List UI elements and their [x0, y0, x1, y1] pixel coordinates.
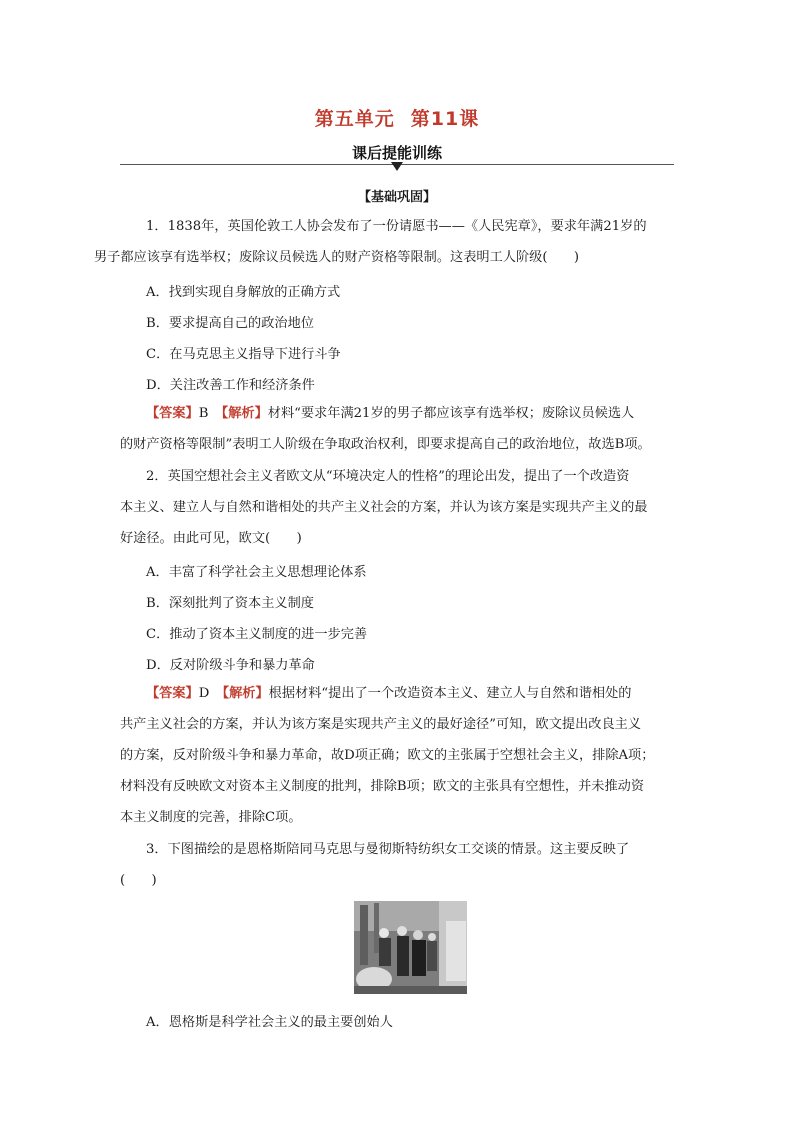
- section-heading: 【基础巩固】: [357, 190, 436, 205]
- answer-tag: 【答案】: [146, 406, 199, 421]
- analysis-text: 材料没有反映欧文对资本主义制度的批判，排除B项；欧文的主张具有空想性，并未推动资: [120, 779, 644, 794]
- option: B．要求提高自己的政治地位: [146, 316, 314, 331]
- answer-line: [120, 398, 674, 429]
- down-arrow-icon: [391, 162, 403, 171]
- page-title: [0, 104, 794, 131]
- question-1-stem: [94, 211, 674, 273]
- option: C．推动了资本主义制度的进一步完善: [146, 627, 368, 642]
- question-line: 男子都应该享有选举权；废除议员候选人的财产资格等限制。这表明工人阶级( ): [94, 250, 580, 265]
- question-1-answer: [120, 398, 674, 460]
- analysis-text: 材料“要求年满21岁的男子都应该享有选举权；废除议员候选人: [267, 406, 635, 421]
- analysis-text: 的财产资格等限制”表明工人阶级在争取政治权利，即要求提高自己的政治地位，故选B项。: [120, 437, 651, 452]
- answer-value: B: [198, 406, 209, 421]
- unit-label: 第五单元: [314, 108, 395, 130]
- option: D．关注改善工作和经济条件: [146, 378, 315, 393]
- answer-tag: 【答案】: [146, 686, 199, 701]
- option: D．反对阶级斗争和暴力革命: [146, 658, 315, 673]
- analysis-text: 的方案，反对阶级斗争和暴力革命，故D项正确；欧文的主张属于空想社会主义，排除A项；: [120, 748, 655, 763]
- option: A．恩格斯是科学社会主义的最主要创始人: [146, 1015, 393, 1030]
- question-3-stem: [120, 834, 674, 896]
- analysis-text: 根据材料“提出了一个改造资本主义、建立人与自然和谐相处的: [268, 686, 632, 701]
- historical-illustration: [354, 901, 467, 994]
- question-line: 3．下图描绘的是恩格斯陪同马克思与曼彻斯特纺织女工交谈的情景。这主要反映了: [146, 842, 630, 857]
- page-subtitle: 课后提能训练: [351, 144, 442, 162]
- illustration-graphic: [354, 901, 467, 994]
- question-2-answer: [120, 678, 674, 833]
- question-2-stem: [120, 461, 674, 554]
- analysis-text: 本主义制度的完善，排除C项。: [120, 810, 302, 825]
- option: A．找到实现自身解放的正确方式: [146, 285, 341, 300]
- question-line: 本主义、建立人与自然和谐相处的共产主义社会的方案，并认为该方案是实现共产主义的最: [120, 500, 648, 515]
- option: C．在马克思主义指导下进行斗争: [146, 347, 341, 362]
- answer-value: D: [198, 686, 210, 701]
- lesson-label: 第11课: [410, 108, 480, 130]
- option: A．丰富了科学社会主义思想理论体系: [146, 565, 367, 580]
- analysis-tag: 【解析】: [222, 686, 269, 701]
- question-line: 好途径。由此可见，欧文( ): [120, 531, 302, 546]
- question-line: ( ): [120, 873, 157, 888]
- analysis-tag: 【解析】: [221, 406, 268, 421]
- analysis-text: 共产主义社会的方案，并认为该方案是实现共产主义的最好途径”可知，欧文提出改良主义: [120, 717, 642, 732]
- option: B．深刻批判了资本主义制度: [146, 596, 314, 611]
- answer-line: [120, 678, 674, 709]
- question-line: 2．英国空想社会主义者欧文从“环境决定人的性格”的理论出发，提出了一个改造资: [146, 469, 630, 484]
- question-line: 1．1838年，英国伦敦工人协会发布了一份请愿书——《人民宪章》，要求年满21岁的: [146, 219, 647, 234]
